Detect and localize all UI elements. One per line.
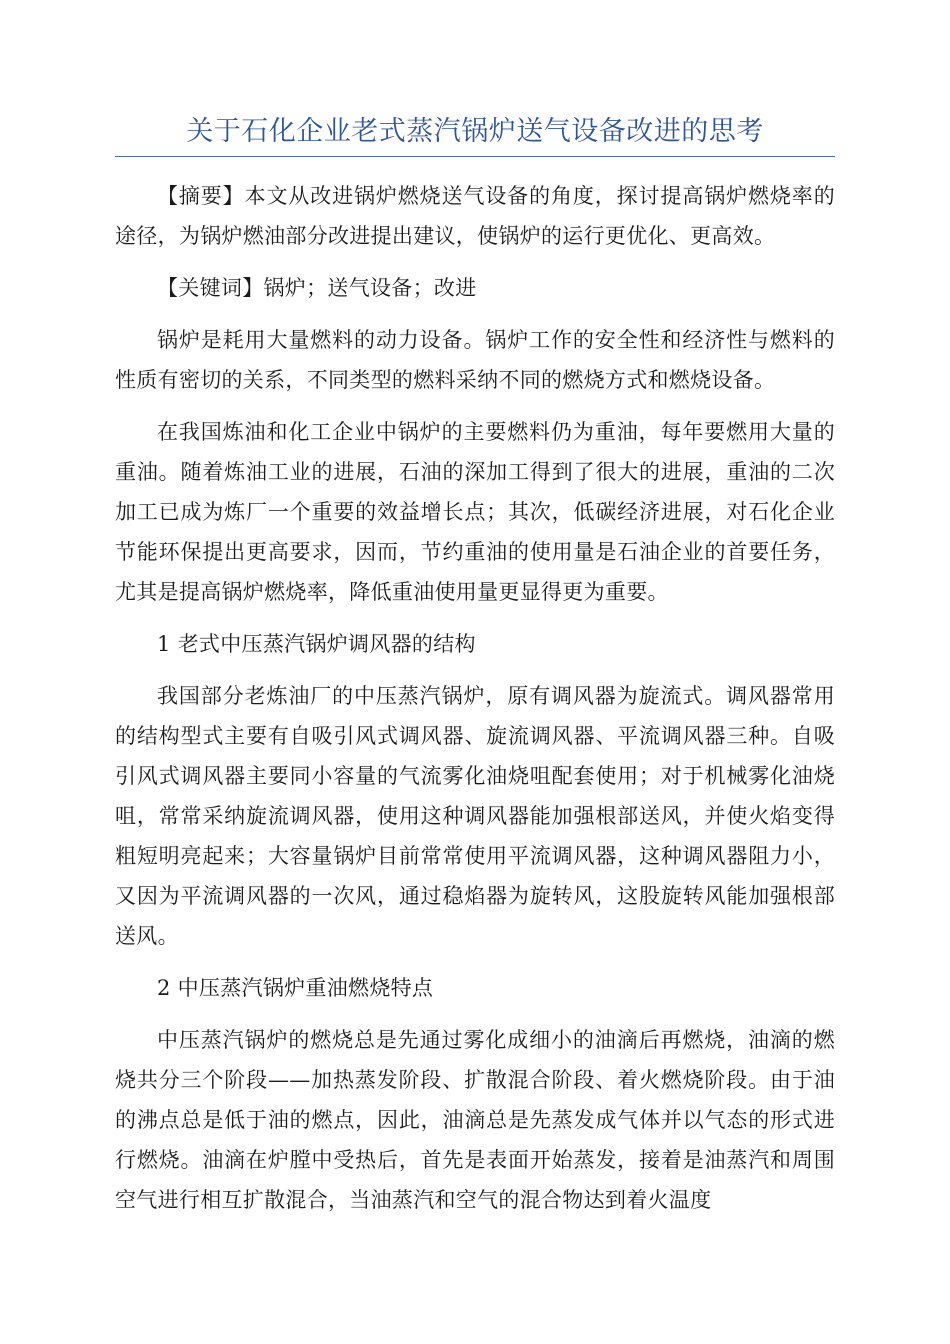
keywords-text: 锅炉；送气设备；改进 xyxy=(263,276,477,300)
abstract-paragraph xyxy=(115,176,835,256)
keywords-label: 【关键词】 xyxy=(157,276,264,300)
title-block xyxy=(115,110,835,157)
abstract-text: 本文从改进锅炉燃烧送气设备的角度，探讨提高锅炉燃烧率的途径，为锅炉燃油部分改进提出建议，使锅炉的运行更优化、更高效。 xyxy=(115,184,835,248)
section-2-paragraph: 中压蒸汽锅炉的燃烧总是先通过雾化成细小的油滴后再燃烧，油滴的燃烧共分三个阶段——加热蒸发阶段、扩散混合阶段、着火燃烧阶段。由于油的沸点总是低于油的燃点，因此，油滴总是先蒸发成气体并以气态的形式进行燃烧。油滴在炉膛中受热后，首先是表面开始蒸发，接着是油蒸汽和周围空气进行相互扩散混合，当油蒸汽和空气的混合物达到着火温度 xyxy=(115,1028,835,1212)
abstract-label: 【摘要】 xyxy=(157,184,245,208)
document-body xyxy=(115,176,835,1232)
intro-paragraph-2: 在我国炼油和化工企业中锅炉的主要燃料仍为重油，每年要燃用大量的重油。随着炼油工业的进展，石油的深加工得到了很大的进展，重油的二次加工已成为炼厂一个重要的效益增长点；其次，低碳经济进展，对石化企业节能环保提出更高要求，因而，节约重油的使用量是石油企业的首要任务，尤其是提高锅炉燃烧率，降低重油使用量更显得更为重要。 xyxy=(115,420,835,604)
document-title: 关于石化企业老式蒸汽锅炉送气设备改进的思考 xyxy=(186,116,764,147)
section-1-heading: 1 老式中压蒸汽锅炉调风器的结构 xyxy=(157,632,476,656)
section-2-heading: 2 中压蒸汽锅炉重油燃烧特点 xyxy=(157,976,434,1000)
keywords-paragraph xyxy=(115,268,835,308)
intro-paragraph-1: 锅炉是耗用大量燃料的动力设备。锅炉工作的安全性和经济性与燃料的性质有密切的关系，不同类型的燃料采纳不同的燃烧方式和燃烧设备。 xyxy=(115,328,835,392)
section-1-paragraph: 我国部分老炼油厂的中压蒸汽锅炉，原有调风器为旋流式。调风器常用的结构型式主要有自吸引风式调风器、旋流调风器、平流调风器三种。自吸引风式调风器主要同小容量的气流雾化油烧咀配套使用；对于机械雾化油烧咀，常常采纳旋流调风器，使用这种调风器能加强根部送风，并使火焰变得粗短明亮起来；大容量锅炉目前常常使用平流调风器，这种调风器阻力小，又因为平流调风器的一次风，通过稳焰器为旋转风，这股旋转风能加强根部送风。 xyxy=(115,684,835,948)
